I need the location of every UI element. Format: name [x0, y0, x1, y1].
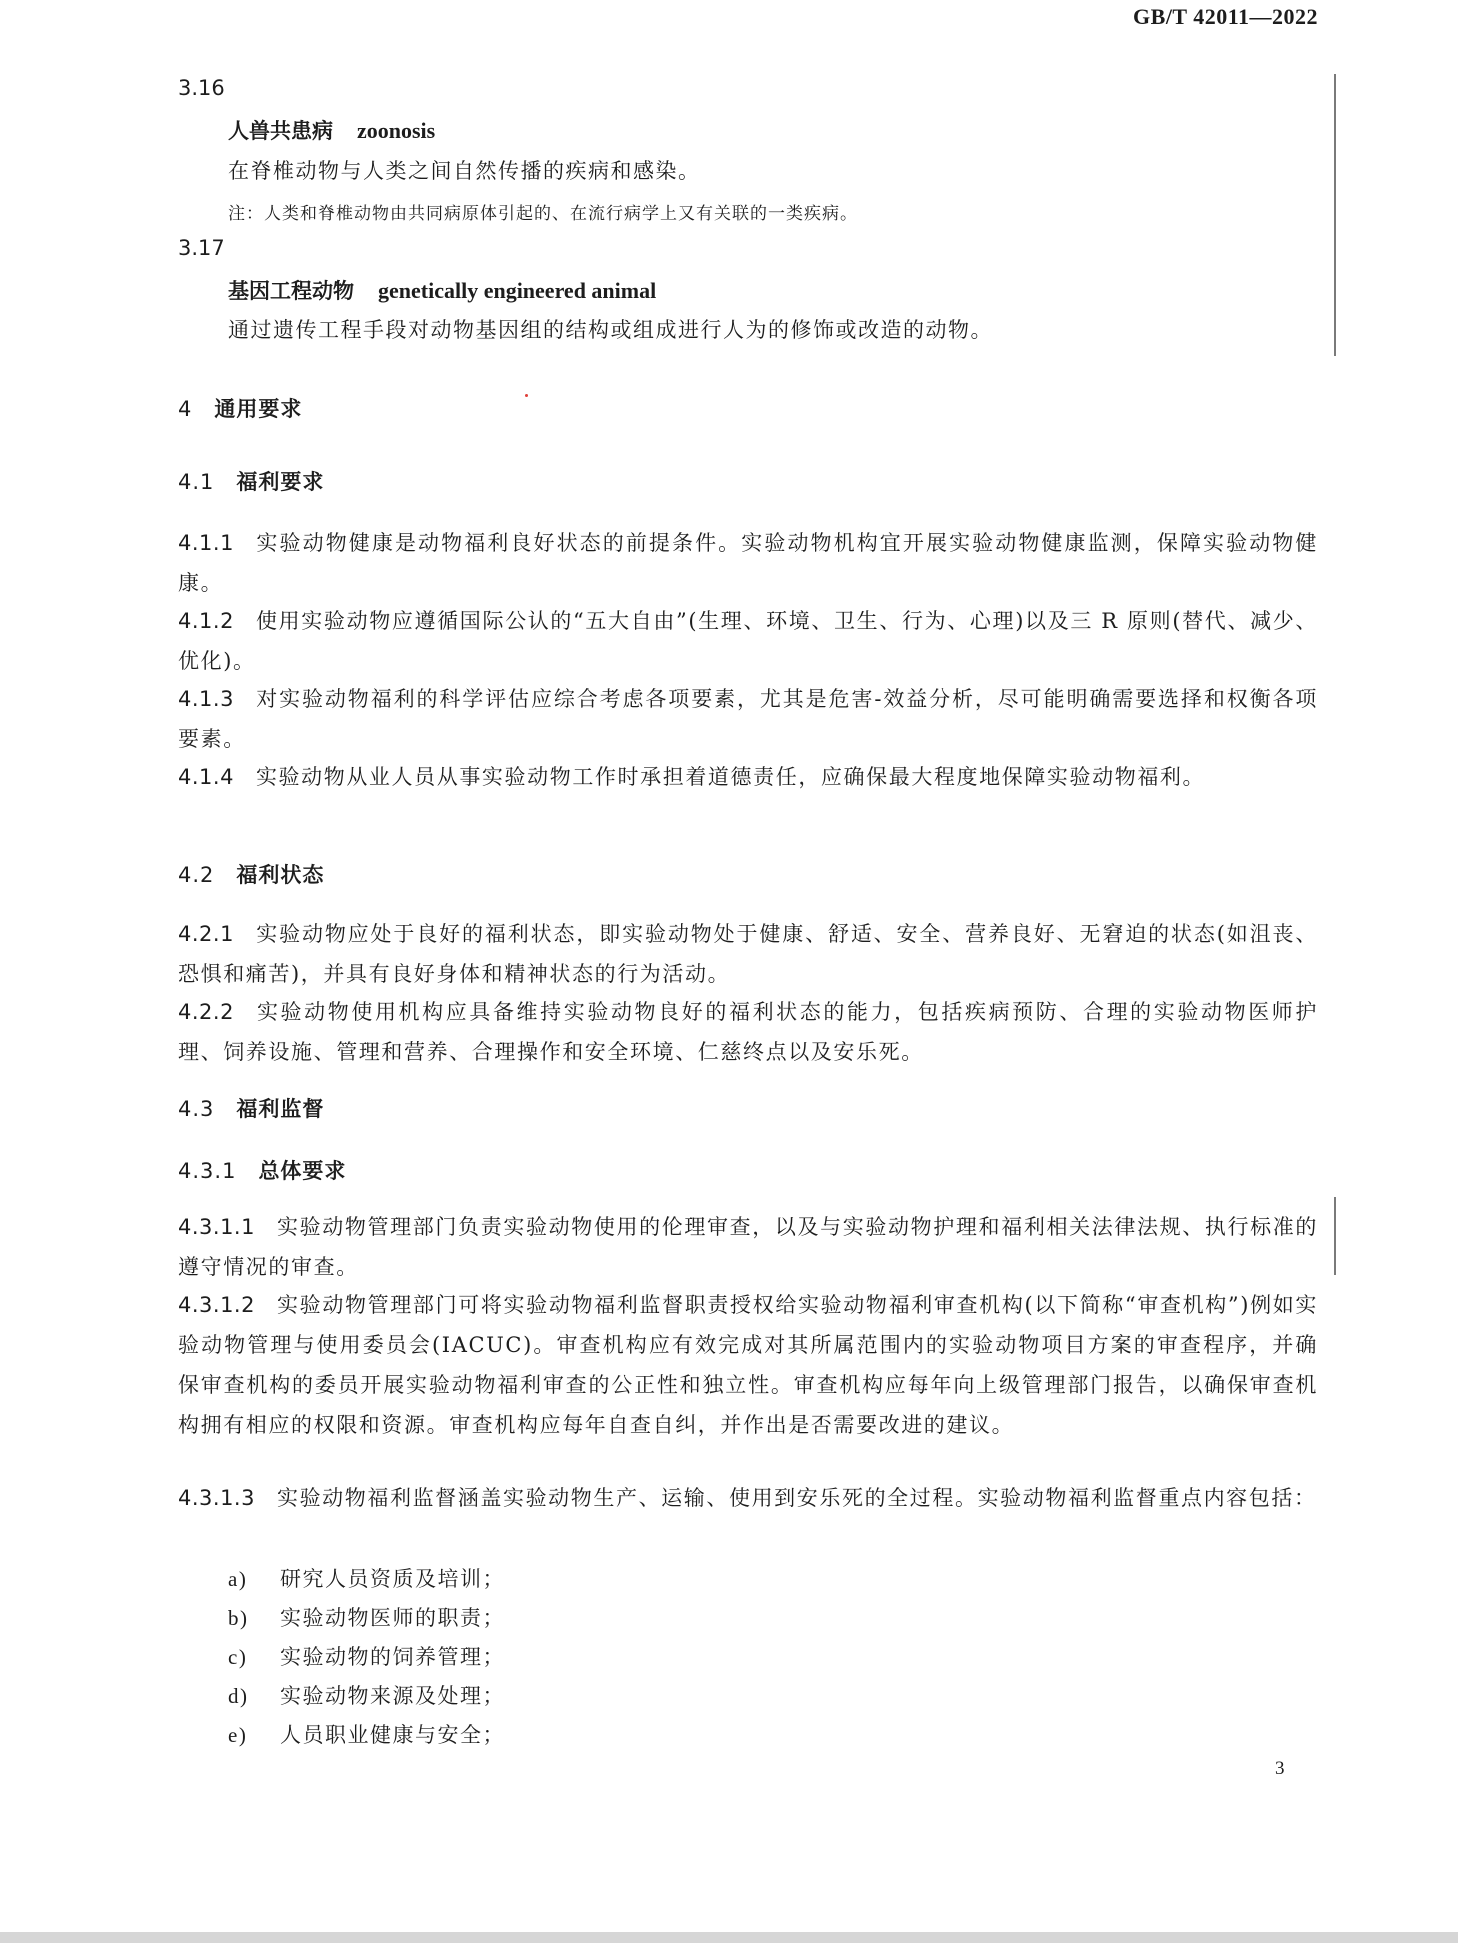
list-item — [228, 1641, 505, 1671]
list-text: 研究人员资质及培训； — [280, 1567, 505, 1591]
clause-number: 4.1.4 — [178, 765, 234, 789]
list-text: 人员职业健康与安全； — [280, 1723, 505, 1747]
clause-number: 4.1.2 — [178, 609, 234, 633]
clause-number: 4.2.1 — [178, 922, 234, 946]
list-item — [228, 1680, 505, 1710]
section-title: 福利要求 — [236, 470, 325, 494]
clause-paragraph — [178, 679, 1318, 759]
term-en: zoonosis — [357, 118, 436, 143]
clause-paragraph — [178, 914, 1318, 994]
clause-number: 4.3.1.2 — [178, 1293, 255, 1317]
clause-paragraph — [178, 601, 1318, 681]
margin-line — [1334, 1197, 1336, 1275]
term-note: 注：人类和脊椎动物由共同病原体引起的、在流行病学上又有关联的一类疾病。 — [228, 204, 858, 224]
section-title: 福利监督 — [236, 1097, 325, 1121]
standard-code: GB/T 42011—2022 — [1133, 4, 1318, 29]
clause-text: 实验动物管理部门负责实验动物使用的伦理审查，以及与实验动物护理和福利相关法律法规、执行标准的遵守情况的审查。 — [178, 1215, 1318, 1279]
clause-text: 实验动物健康是动物福利良好状态的前提条件。实验动物机构宜开展实验动物健康监测，保障实验动物健康。 — [178, 531, 1318, 595]
term-number: 3.16 — [178, 76, 225, 100]
section-number: 4.1 — [178, 470, 215, 494]
term-en: genetically engineered animal — [378, 278, 657, 303]
list-label: e) — [228, 1723, 248, 1747]
section-heading — [178, 859, 1318, 889]
list-text: 实验动物的饲养管理； — [280, 1645, 505, 1669]
section-title: 福利状态 — [236, 863, 325, 887]
list-label: d) — [228, 1684, 249, 1708]
section-heading — [178, 1093, 1318, 1123]
clause-text: 实验动物从业人员从事实验动物工作时承担着道德责任，应确保最大程度地保障实验动物福利。 — [255, 765, 1206, 789]
clause-number: 4.3.1.1 — [178, 1215, 255, 1239]
clause-paragraph — [178, 523, 1318, 603]
list-item — [228, 1563, 505, 1593]
term-title — [228, 275, 1368, 305]
clause-number: 4.2.2 — [178, 1000, 234, 1024]
clause-number: 4.3.1.3 — [178, 1486, 255, 1510]
section-title: 通用要求 — [214, 397, 303, 421]
clause-number: 4.1.1 — [178, 531, 234, 555]
list-text: 实验动物来源及处理； — [280, 1684, 505, 1708]
page-edge — [0, 1932, 1458, 1943]
clause-text: 实验动物应处于良好的福利状态，即实验动物处于健康、舒适、安全、营养良好、无窘迫的状态(如沮丧、恐惧和痛苦)，并具有良好身体和精神状态的行为活动。 — [178, 922, 1318, 986]
list-item — [228, 1602, 505, 1632]
section-heading — [178, 466, 1318, 496]
section-number: 4.3 — [178, 1097, 215, 1121]
clause-paragraph — [178, 1285, 1318, 1445]
list-item — [228, 1719, 505, 1749]
term-zh: 基因工程动物 — [228, 278, 354, 303]
section-heading — [178, 1155, 1318, 1185]
section-title: 总体要求 — [258, 1159, 347, 1183]
clause-text: 使用实验动物应遵循国际公认的“五大自由”(生理、环境、卫生、行为、心理)以及三 R 原则(替代、减少、优化)。 — [178, 609, 1318, 673]
term-zh: 人兽共患病 — [228, 118, 333, 143]
page-number: 3 — [1275, 1758, 1285, 1779]
section-heading — [178, 393, 1318, 423]
clause-paragraph — [178, 757, 1318, 797]
section-number: 4 — [178, 397, 193, 421]
clause-paragraph — [178, 1478, 1318, 1518]
clause-number: 4.1.3 — [178, 687, 234, 711]
term-number: 3.17 — [178, 236, 225, 260]
clause-text: 对实验动物福利的科学评估应综合考虑各项要素，尤其是危害-效益分析，尽可能明确需要选择和权衡各项要素。 — [178, 687, 1318, 751]
list-label: c) — [228, 1645, 248, 1669]
list-label: b) — [228, 1606, 249, 1630]
clause-paragraph — [178, 1207, 1318, 1287]
list-label: a) — [228, 1567, 248, 1591]
clause-text: 实验动物使用机构应具备维持实验动物良好的福利状态的能力，包括疾病预防、合理的实验动物医师护理、饲养设施、管理和营养、合理操作和安全环境、仁慈终点以及安乐死。 — [178, 1000, 1318, 1064]
section-number: 4.2 — [178, 863, 215, 887]
term-title — [228, 115, 1368, 145]
clause-paragraph — [178, 992, 1318, 1072]
list-text: 实验动物医师的职责； — [280, 1606, 505, 1630]
term-definition: 在脊椎动物与人类之间自然传播的疾病和感染。 — [228, 159, 701, 183]
clause-text: 实验动物管理部门可将实验动物福利监督职责授权给实验动物福利审查机构(以下简称“审查机构”)例如实验动物管理与使用委员会(IACUC)。审查机构应有效完成对其所属范围内的实验动物项目方案的审查程序，并确保审查机构的委员开展实验动物福利审查的公正性和独立性。审查机构应每年向上级管理部门报告，以确保审查机构拥有相应的权限和资源。审查机构应每年自查自纠，并作出是否需要改进的建议。 — [178, 1293, 1318, 1437]
section-number: 4.3.1 — [178, 1159, 237, 1183]
term-definition: 通过遗传工程手段对动物基因组的结构或组成进行人为的修饰或改造的动物。 — [228, 318, 993, 342]
clause-text: 实验动物福利监督涵盖实验动物生产、运输、使用到安乐死的全过程。实验动物福利监督重点内容包括： — [276, 1486, 1317, 1510]
